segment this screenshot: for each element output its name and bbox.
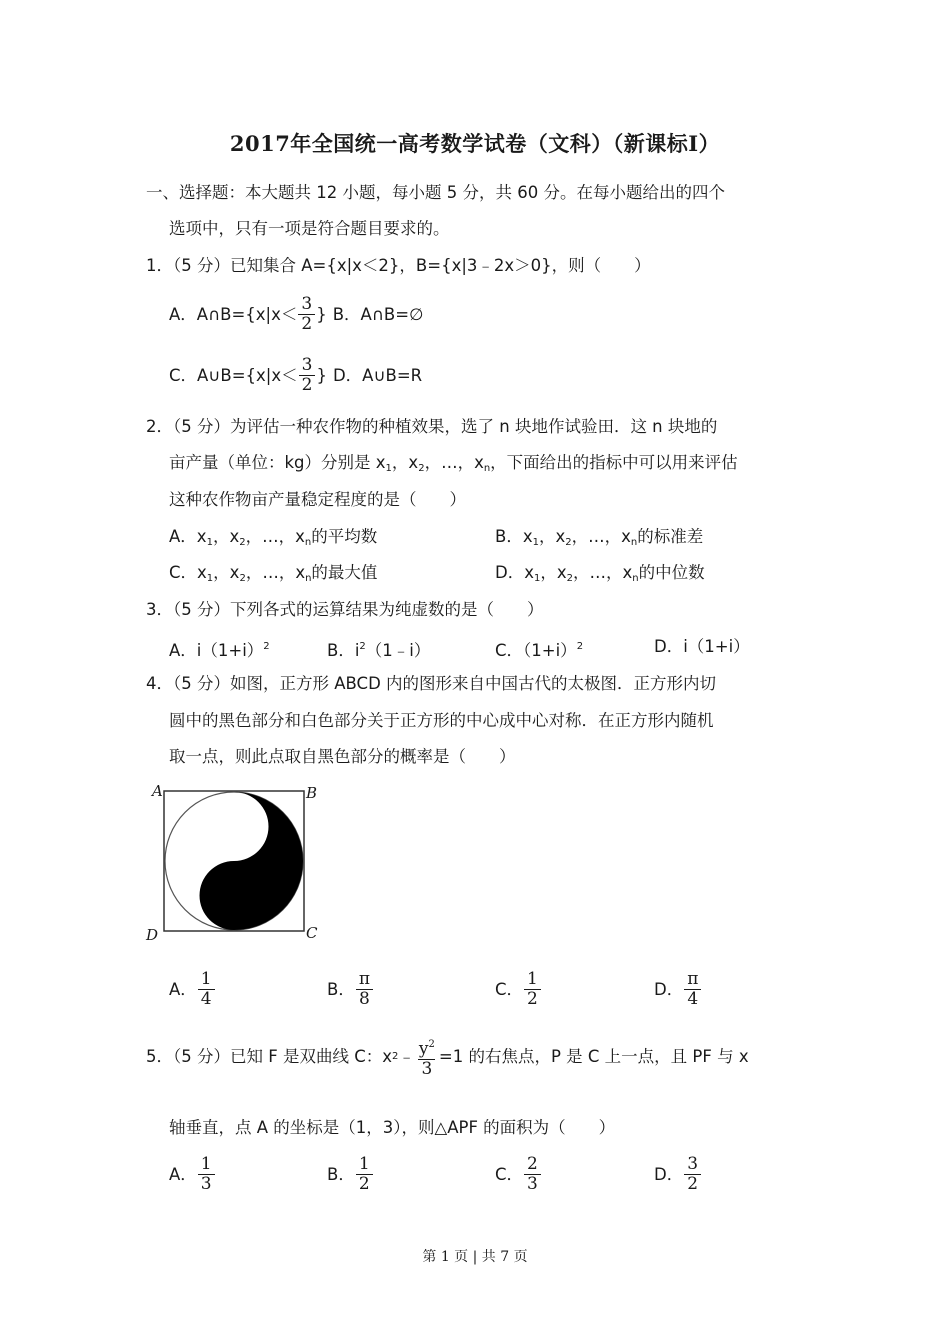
figure-label-a: A: [152, 782, 163, 800]
q5-fraction: $\frac{y^2}{3}$: [418, 1039, 435, 1079]
black-dot: [228, 889, 241, 902]
q5-option-c: C． $\frac{2}{3}$: [495, 1155, 542, 1194]
taiji-icon: [140, 780, 330, 945]
figure-label-b: B: [306, 784, 318, 802]
q4-option-a: A． $\frac{1}{4}$: [169, 970, 216, 1009]
q1-fraction-a: $\frac{3}{2}$: [298, 295, 315, 334]
taiji-figure: [140, 780, 330, 945]
figure-label-d: D: [146, 926, 159, 944]
q5-option-a: A． $\frac{1}{3}$: [169, 1155, 216, 1194]
q1-option-c: [169, 356, 422, 395]
q2-stem-line3: 这种农作物亩产量稳定程度的是（ ）: [169, 490, 466, 509]
q5-fraction-b: $\frac{1}{2}$: [356, 1155, 373, 1194]
q2-option-d: D．$x_1$，$x_2$，…，$x_n$的中位数: [495, 563, 705, 584]
q1-option-c-text: C．A∪B={x|x＜: [169, 365, 298, 385]
q4-fraction-d: $\frac{\pi}{4}$: [684, 970, 701, 1009]
q4-fraction-b: $\frac{\pi}{8}$: [356, 970, 373, 1009]
q4-option-d: D． $\frac{\pi}{4}$: [654, 970, 702, 1009]
figure-label-c: C: [306, 924, 318, 942]
q4-fraction-c: $\frac{1}{2}$: [524, 970, 541, 1009]
section-heading-line2: 选项中，只有一项是符合题目要求的。: [169, 219, 450, 238]
q4-fraction-a: $\frac{1}{4}$: [198, 970, 215, 1009]
q5-option-b: B． $\frac{1}{2}$: [327, 1155, 374, 1194]
q5-option-d: D． $\frac{3}{2}$: [654, 1155, 702, 1194]
q2-stem-line2: 亩产量（单位：kg）分别是 $x_1$，$x_2$，…，$x_n$，下面给出的指标中可以用来评估: [169, 453, 738, 474]
page-title: 2017年全国统一高考数学试卷（文科）（新课标Ⅰ）: [229, 131, 721, 156]
q5-fraction-c: $\frac{2}{3}$: [524, 1155, 541, 1194]
q2-option-b: B．$x_1$，$x_2$，…，$x_n$的标准差: [495, 527, 704, 548]
q4-stem-line2: 圆中的黑色部分和白色部分关于正方形的中心成中心对称．在正方形内随机: [169, 711, 714, 730]
q4-stem-line3: 取一点，则此点取自黑色部分的概率是（ ）: [169, 747, 516, 766]
q1-option-a-close: }: [316, 304, 327, 324]
q5-stem-line2: 轴垂直，点 A 的坐标是（1，3），则△APF 的面积为（ ）: [169, 1118, 616, 1137]
page-footer: 第 1 页 | 共 7 页: [422, 1249, 528, 1265]
q5-fraction-a: $\frac{1}{3}$: [198, 1155, 215, 1194]
q4-option-c: C． $\frac{1}{2}$: [495, 970, 542, 1009]
q5-fraction-d: $\frac{3}{2}$: [684, 1155, 701, 1194]
q3-option-a: A．$i(1+i)^2$: [169, 641, 270, 660]
q1-option-a: [169, 295, 423, 334]
q2-option-a: A．$x_1$，$x_2$，…，$x_n$的平均数: [169, 527, 378, 548]
q3-option-c: C．$(1+i)^2$: [495, 641, 584, 660]
q2-option-c: C．$x_1$，$x_2$，…，$x_n$的最大值: [169, 563, 378, 584]
q3-option-b: B．$i^2(1﹣i)$: [327, 641, 431, 660]
q5-stem-line1: 5．（5 分）已知 F 是双曲线 C：x 2 ﹣ $\frac{y^2}{3}$ =1 的右焦点，P 是 C 上一点，且 PF 与 x: [146, 1035, 749, 1079]
q4-option-b: B． $\frac{\pi}{8}$: [327, 970, 374, 1009]
white-dot: [228, 820, 241, 833]
q1-option-a-text: A．A∩B={x|x＜: [169, 304, 298, 324]
section-heading-line1: 一、选择题：本大题共 12 小题，每小题 5 分，共 60 分。在每小题给出的四个: [146, 183, 725, 202]
q4-stem-line1: 4．（5 分）如图，正方形 ABCD 内的图形来自中国古代的太极图．正方形内切: [146, 674, 717, 693]
q3-option-d: D．i（1+i）: [654, 637, 750, 656]
q1-option-d: D．A∪B=R: [332, 365, 423, 385]
q1-option-c-close: }: [316, 365, 327, 385]
q2-stem-line1: 2．（5 分）为评估一种农作物的种植效果，选了 n 块地作试验田．这 n 块地的: [146, 417, 718, 436]
q1-fraction-c: $\frac{3}{2}$: [299, 356, 316, 395]
q1-option-b: B．A∩B=∅: [332, 304, 424, 324]
q3-stem: 3．（5 分）下列各式的运算结果为纯虚数的是（ ）: [146, 600, 544, 619]
q1-stem: 1．（5 分）已知集合 A={x|x＜2}，B={x|3﹣2x＞0}，则（ ）: [146, 256, 651, 275]
